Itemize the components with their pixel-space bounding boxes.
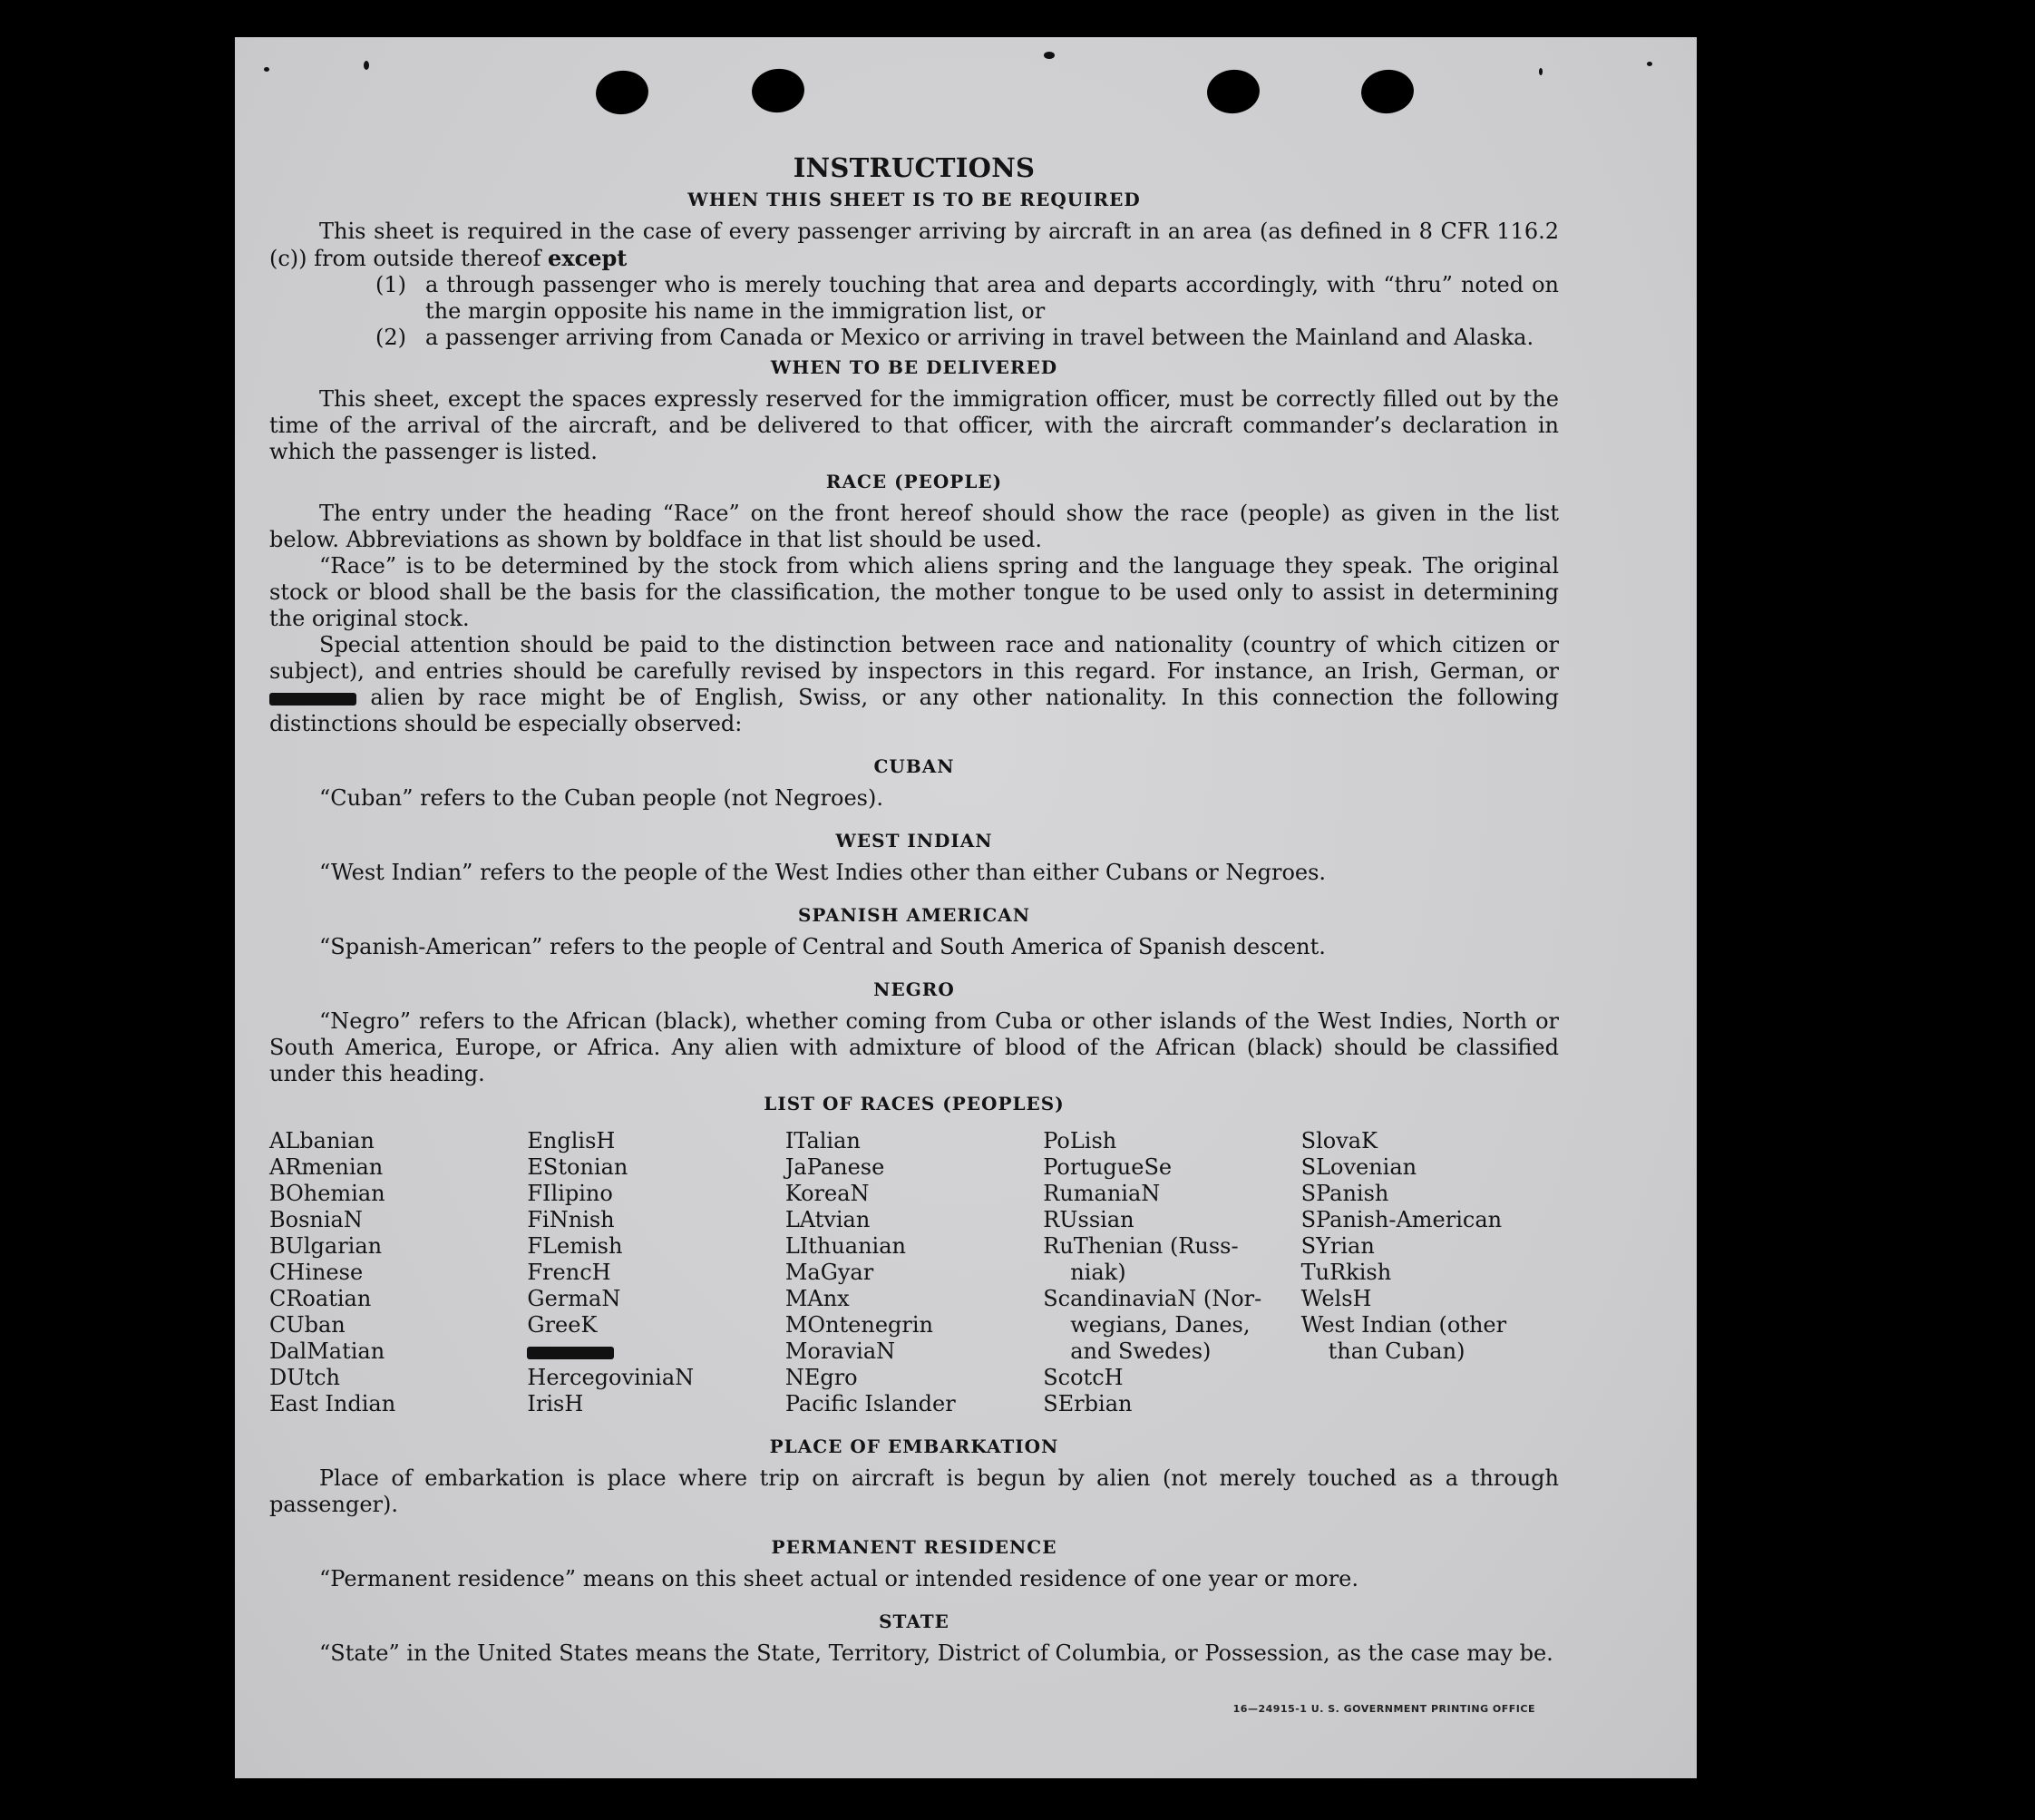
- race-item: JaPanese: [784, 1154, 885, 1180]
- race-item: SYrian: [1300, 1233, 1375, 1259]
- race-item: West Indian (other: [1300, 1312, 1507, 1338]
- race-item: FiNnish: [527, 1207, 615, 1232]
- race-item: FrencH: [527, 1260, 611, 1285]
- section-heading: WEST INDIAN: [835, 830, 993, 852]
- race-item: GermaN: [527, 1286, 621, 1311]
- section-heading: CUBAN: [873, 755, 955, 777]
- document-sheet: [235, 37, 1697, 1778]
- race-item: MaGyar: [784, 1260, 874, 1285]
- race-item: KoreaN: [784, 1181, 870, 1206]
- race-item: BOhemian: [269, 1181, 385, 1206]
- race-item: DalMatian: [269, 1338, 385, 1364]
- race-item: LAtvian: [784, 1207, 871, 1232]
- paragraph: “West Indian” refers to the people of the West Indies other than either Cubans or Negroes.: [319, 860, 1327, 885]
- races-column: [527, 1128, 784, 1417]
- list-item: (1) a through passenger who is merely touching that area and departs accordingly, with “thru” noted on the margin opposite his name in the immigration list, or: [375, 272, 1559, 324]
- section-heading: LIST OF RACES (PEOPLES): [764, 1093, 1065, 1114]
- paragraph: “Permanent residence” means on this sheet actual or intended residence of one year or more.: [319, 1566, 1358, 1591]
- speck: [1647, 62, 1652, 66]
- race-item: WelsH: [1300, 1286, 1372, 1311]
- race-item: NEgro: [784, 1365, 858, 1390]
- printer-imprint: 16—24915-1 U. S. GOVERNMENT PRINTING OFFICE: [1232, 1703, 1535, 1715]
- race-item: LIthuanian: [784, 1233, 906, 1259]
- races-column: [269, 1128, 527, 1417]
- punch-hole: [594, 68, 651, 117]
- paragraph: “Negro” refers to the African (black), whether coming from Cuba or other islands of the West Indies, North or South America, Europe, or Africa. Any alien with admixture of blood of the African (black) should be classified under this heading.: [269, 1008, 1559, 1086]
- section-heading: STATE: [879, 1611, 949, 1632]
- race-item: ARmenian: [269, 1154, 384, 1180]
- speck: [364, 61, 369, 70]
- instructions-content: [269, 152, 1559, 1667]
- race-item: FIlipino: [527, 1181, 613, 1206]
- race-item: ITalian: [784, 1128, 861, 1153]
- paragraph: The entry under the heading “Race” on the front hereof should show the race (people) as given in the list below. Abbreviations as shown by boldface in that list should be used.: [269, 501, 1559, 552]
- redaction-mark: [527, 1347, 614, 1359]
- redaction-mark: [269, 693, 356, 706]
- race-item: East Indian: [269, 1391, 396, 1416]
- race-item: HercegoviniaN: [527, 1365, 695, 1390]
- section-heading: NEGRO: [873, 978, 955, 1000]
- speck: [264, 67, 269, 72]
- race-item: GreeK: [527, 1312, 598, 1338]
- punch-hole: [1205, 67, 1262, 116]
- section-heading: WHEN THIS SHEET IS TO BE REQUIRED: [687, 189, 1141, 210]
- race-item: EStonian: [527, 1154, 628, 1180]
- race-item: PoLish: [1043, 1128, 1117, 1153]
- section-heading: SPANISH AMERICAN: [797, 904, 1031, 926]
- punch-hole: [1359, 67, 1417, 116]
- race-item: FLemish: [527, 1233, 623, 1259]
- races-list: [269, 1128, 1559, 1417]
- race-item: SPanish: [1300, 1181, 1389, 1206]
- races-column: [1043, 1128, 1300, 1417]
- race-item-continuation: niak): [1070, 1260, 1126, 1285]
- race-item: Pacific Islander: [784, 1391, 956, 1416]
- page-title: INSTRUCTIONS: [793, 152, 1036, 183]
- race-item: PortugueSe: [1043, 1154, 1173, 1180]
- race-item-continuation: than Cuban): [1328, 1338, 1465, 1364]
- race-item: MoraviaN: [784, 1338, 896, 1364]
- race-item-redacted: [527, 1338, 784, 1365]
- race-item: MOntenegrin: [784, 1312, 933, 1338]
- race-item: CRoatian: [269, 1286, 372, 1311]
- race-item: SErbian: [1043, 1391, 1133, 1416]
- section-heading: PLACE OF EMBARKATION: [769, 1436, 1059, 1457]
- race-item: RUssian: [1043, 1207, 1134, 1232]
- speck: [1539, 68, 1543, 75]
- section-heading: RACE (PEOPLE): [825, 471, 1003, 492]
- races-column: [1301, 1128, 1559, 1417]
- race-item: RuThenian (Russ-: [1043, 1233, 1239, 1259]
- race-item: DUtch: [269, 1365, 341, 1390]
- race-item: MAnx: [784, 1286, 850, 1311]
- race-item: TuRkish: [1300, 1260, 1392, 1285]
- race-item: IrisH: [527, 1391, 584, 1416]
- section-heading: PERMANENT RESIDENCE: [771, 1536, 1057, 1558]
- race-item: ScandinaviaN (Nor-: [1043, 1286, 1262, 1311]
- list-item: (2) a passenger arriving from Canada or Mexico or arriving in travel between the Mainland and Alaska.: [375, 325, 1534, 350]
- race-item-continuation: wegians, Danes,: [1070, 1312, 1251, 1338]
- race-item: ScotcH: [1043, 1365, 1124, 1390]
- punch-hole: [750, 66, 807, 115]
- speck: [1044, 52, 1055, 59]
- race-item: SPanish-American: [1300, 1207, 1503, 1232]
- race-item: SlovaK: [1300, 1128, 1378, 1153]
- paragraph: Special attention should be paid to the distinction between race and nationality (country of which citizen or subject), and entries should be carefully revised by inspectors in this regard. For instance, an Irish, German, or alien by race might be of English, Swiss, or any other nationality. In this connection the following distinctions should be especially observed:: [269, 632, 1559, 736]
- paragraph: “State” in the United States means the State, Territory, District of Columbia, or Possession, as the case may be.: [319, 1640, 1553, 1666]
- paragraph: “Spanish-American” refers to the people of Central and South America of Spanish descent.: [319, 934, 1326, 959]
- race-item: BosniaN: [269, 1207, 363, 1232]
- race-item: BUlgarian: [269, 1233, 383, 1259]
- race-item: EnglisH: [527, 1128, 616, 1153]
- race-item: CHinese: [269, 1260, 364, 1285]
- races-column: [785, 1128, 1043, 1417]
- race-item: RumaniaN: [1043, 1181, 1161, 1206]
- race-item: ALbanian: [269, 1128, 375, 1153]
- paragraph: This sheet is required in the case of every passenger arriving by aircraft in an area (as defined in 8 CFR 116.2 (c)) from outside thereof except: [269, 219, 1559, 271]
- section-heading: WHEN TO BE DELIVERED: [770, 356, 1058, 378]
- race-item-continuation: and Swedes): [1070, 1338, 1212, 1364]
- paragraph: Place of embarkation is place where trip on aircraft is begun by alien (not merely touched as a through passenger).: [269, 1465, 1559, 1517]
- race-item: CUban: [269, 1312, 346, 1338]
- paragraph: “Race” is to be determined by the stock from which aliens spring and the language they speak. The original stock or blood shall be the basis for the classification, the mother tongue to be used only to assist in determining the original stock.: [269, 553, 1559, 631]
- race-item: SLovenian: [1300, 1154, 1417, 1180]
- paragraph: “Cuban” refers to the Cuban people (not Negroes).: [319, 785, 883, 811]
- paragraph: This sheet, except the spaces expressly reserved for the immigration officer, must be correctly filled out by the time of the arrival of the aircraft, and be delivered to that officer, with the aircraft commander’s declaration in which the passenger is listed.: [269, 386, 1559, 464]
